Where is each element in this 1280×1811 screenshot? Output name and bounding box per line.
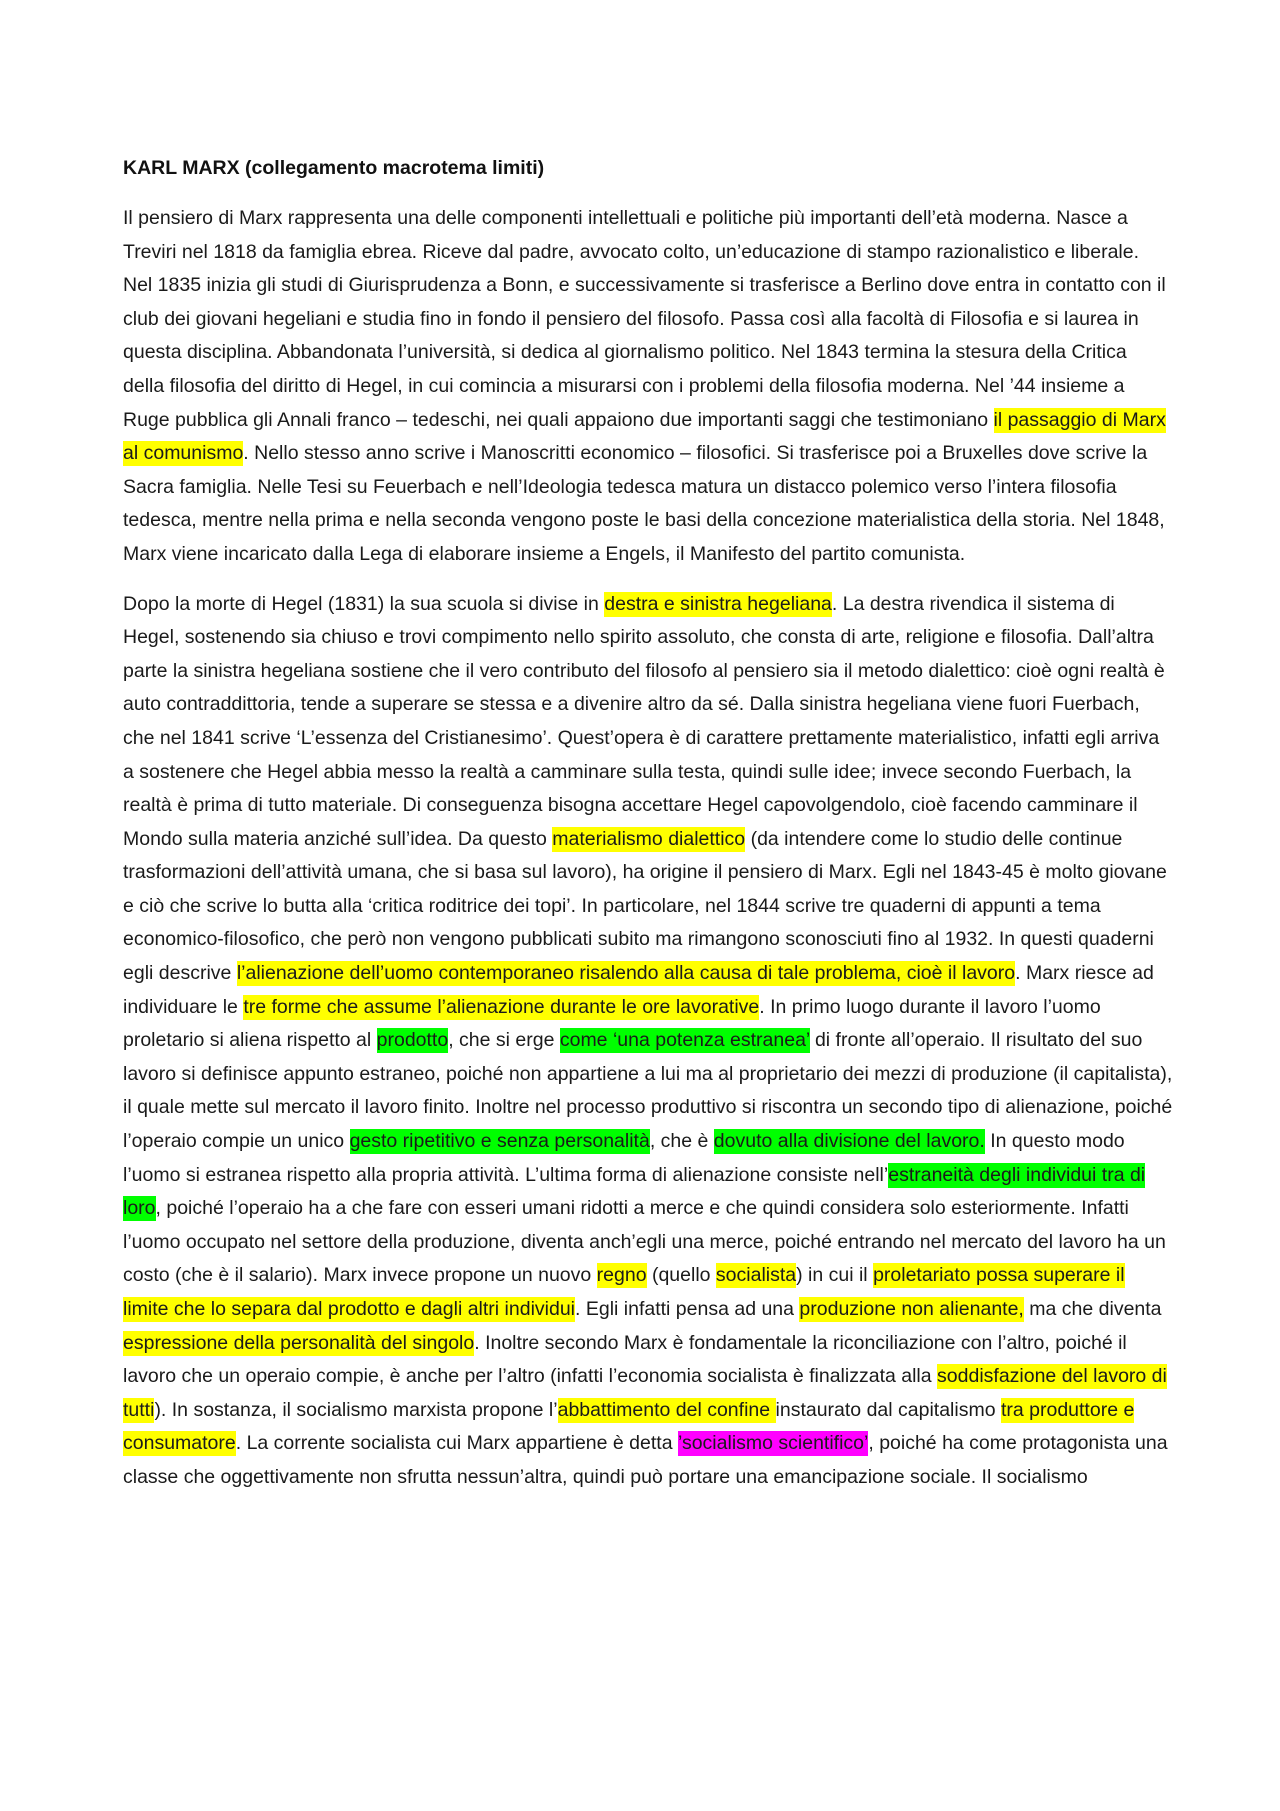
text-run: , poiché l’operaio ha a che fare con esseri umani ridotti a merce e che quindi considera solo esteriormente. Infatti l’uomo occupato nel settore della produzione, diventa anch’egli una merce, poiché entrando nel mercato del lavoro ha un costo (che è il salario). Marx invece propone un nuovo xyxy=(123,1197,1166,1287)
highlight-yellow: il passaggio di Marx al comunismo xyxy=(123,408,1166,465)
highlight-yellow: regno xyxy=(596,1264,647,1287)
text-run: (quello xyxy=(646,1264,716,1287)
text-run: instaurato dal capitalismo xyxy=(775,1398,1001,1421)
highlight-green: estraneità degli individui tra di loro xyxy=(123,1163,1146,1220)
highlight-yellow: l’alienazione dell’uomo contemporaneo risalendo alla causa di tale problema, cioè il lavoro xyxy=(236,962,1016,985)
highlight-yellow: materialismo dialettico xyxy=(552,827,746,850)
text-run: Dopo la morte di Hegel (1831) la sua scuola si divise in xyxy=(123,592,605,615)
text-run: ). In sostanza, il socialismo marxista propone l’ xyxy=(154,1398,558,1421)
highlight-yellow: produzione non alienante, xyxy=(799,1298,1024,1320)
document-body xyxy=(123,152,1173,1511)
paragraph-biography xyxy=(123,202,1173,572)
text-run: In questo modo l’uomo si estranea rispetto alla propria attività. L’ultima forma di alienazione consiste nell’ xyxy=(123,1130,1125,1186)
text-run: . Egli infatti pensa ad una xyxy=(575,1298,800,1320)
highlight-yellow: proletariato possa superare il limite che lo separa dal prodotto e dagli altri individui xyxy=(123,1264,1125,1320)
text-run: ma che diventa xyxy=(1023,1298,1162,1320)
text-run: . Inoltre secondo Marx è fondamentale la riconciliazione con l’altro, poiché il lavoro che un operaio compie, è anche per l’altro (infatti l’economia socialista è finalizzata alla xyxy=(123,1331,1127,1388)
text-run: di fronte all’operaio. Il risultato del suo lavoro si definisce appunto estraneo, poiché non appartiene a lui ma al proprietario dei mezzi di produzione (il capitalista), il quale mette sul mercato il lavoro finito. Inoltre nel processo produttivo si riscontra un secondo tipo di alienazione, poiché l’operaio compie un unico xyxy=(123,1029,1173,1153)
highlight-yellow: soddisfazione del lavoro di tutti xyxy=(123,1365,1167,1421)
highlight-yellow: socialista xyxy=(715,1264,797,1287)
highlight-green: prodotto xyxy=(376,1029,449,1052)
highlight-yellow: tra produttore e consumatore xyxy=(123,1398,1135,1455)
highlight-yellow: tre forme che assume l’alienazione durante le ore lavorative xyxy=(243,995,760,1018)
text-run: , che è xyxy=(649,1130,714,1153)
text-run: , poiché ha come protagonista una classe che oggettivamente non sfrutta nessun’altra, quindi può portare una emancipazione sociale. Il socialismo xyxy=(123,1432,1168,1488)
highlight-green: gesto ripetitivo e senza personalità xyxy=(349,1130,650,1153)
text-run: . Marx riesce ad individuare le xyxy=(123,962,1154,1018)
highlight-yellow: espressione della personalità del singolo xyxy=(123,1331,475,1354)
text-run: . In primo luogo durante il lavoro l’uomo proletario si aliena rispetto al xyxy=(123,995,1101,1052)
highlight-yellow: destra e sinistra hegeliana xyxy=(604,592,832,615)
text-run: . Nello stesso anno scrive i Manoscritti economico – filosofici. Si trasferisce poi a Bruxelles dove scrive la Sacra famiglia. Nelle Tesi su Feuerbach e nell’Ideologia tedesca matura un distacco polemico verso l’intera filosofia tedesca, mentre nella prima e nella seconda vengono poste le basi della concezione materialistica della storia. Nel 1848, Marx viene incaricato dalla Lega di elaborare insieme a Engels, il Manifesto del partito comunista. xyxy=(123,442,1165,565)
highlight-green: come ‘una potenza estranea’ xyxy=(559,1029,810,1052)
text-run: (da intendere come lo studio delle continue trasformazioni dell’attività umana, che si basa sul lavoro), ha origine il pensiero di Marx. Egli nel 1843-45 è molto giovane e ciò che scrive lo butta alla ‘critica roditrice dei topi’. In particolare, nel 1844 scrive tre quaderni di appunti a tema economico-filosofico, che però non vengono pubblicati subito ma rimangono sconosciuti fino al 1932. In questi quaderni egli descrive xyxy=(123,827,1167,985)
page-title: KARL MARX (collegamento macrotema limiti) xyxy=(123,157,545,179)
highlight-yellow: abbattimento del confine xyxy=(557,1398,776,1421)
text-run: ) in cui il xyxy=(796,1264,874,1287)
paragraph-hegelian-school xyxy=(123,588,1173,1495)
text-run: Il pensiero di Marx rappresenta una delle componenti intellettuali e politiche più importanti dell’età moderna. Nasce a Treviri nel 1818 da famiglia ebrea. Riceve dal padre, avvocato colto, un’educazione di stampo razionalistico e liberale. Nel 1835 inizia gli studi di Giurisprudenza a Bonn, e successivamente si trasferisce a Berlino dove entra in contatto con il club dei giovani hegeliani e studia fino in fondo il pensiero del filosofo. Passa così alla facoltà di Filosofia e si laurea in questa disciplina. Abbandonata l’università, si dedica al giornalismo politico. Nel 1843 termina la stesura della Critica della filosofia del diritto di Hegel, in cui comincia a misurarsi con i problemi della filosofia moderna. Nel ’44 insieme a Ruge pubblica gli Annali franco – tedeschi, nei quali appaiono due importanti saggi che testimoniano xyxy=(123,207,1166,431)
highlight-magenta: ’socialismo scientifico’ xyxy=(677,1432,869,1455)
text-run: . La destra rivendica il sistema di Hegel, sostenendo sia chiuso e trovi compimento nello spirito assoluto, che consta di arte, religione e filosofia. Dall’altra parte la sinistra hegeliana sostiene che il vero contributo del filosofo al pensiero sia il metodo dialettico: cioè ogni realtà è auto contraddittoria, tende a superare se stessa e a divenire altro da sé. Dalla sinistra hegeliana viene fuori Fuerbach, che nel 1841 scrive ‘L’essenza del Cristianesimo’. Quest’opera è di carattere prettamente materialistico, infatti egli arriva a sostenere che Hegel abbia messo la realtà a camminare sulla testa, quindi sulle idee; invece secondo Fuerbach, la realtà è prima di tutto materiale. Di conseguenza bisogna accettare Hegel capovolgendolo, cioè facendo camminare il Mondo sulla materia anziché sull’idea. Da questo xyxy=(123,592,1165,850)
highlight-green: dovuto alla divisione del lavoro. xyxy=(713,1130,985,1153)
text-run: , che si erge xyxy=(448,1029,560,1052)
text-run: . La corrente socialista cui Marx appartiene è detta xyxy=(235,1432,678,1455)
